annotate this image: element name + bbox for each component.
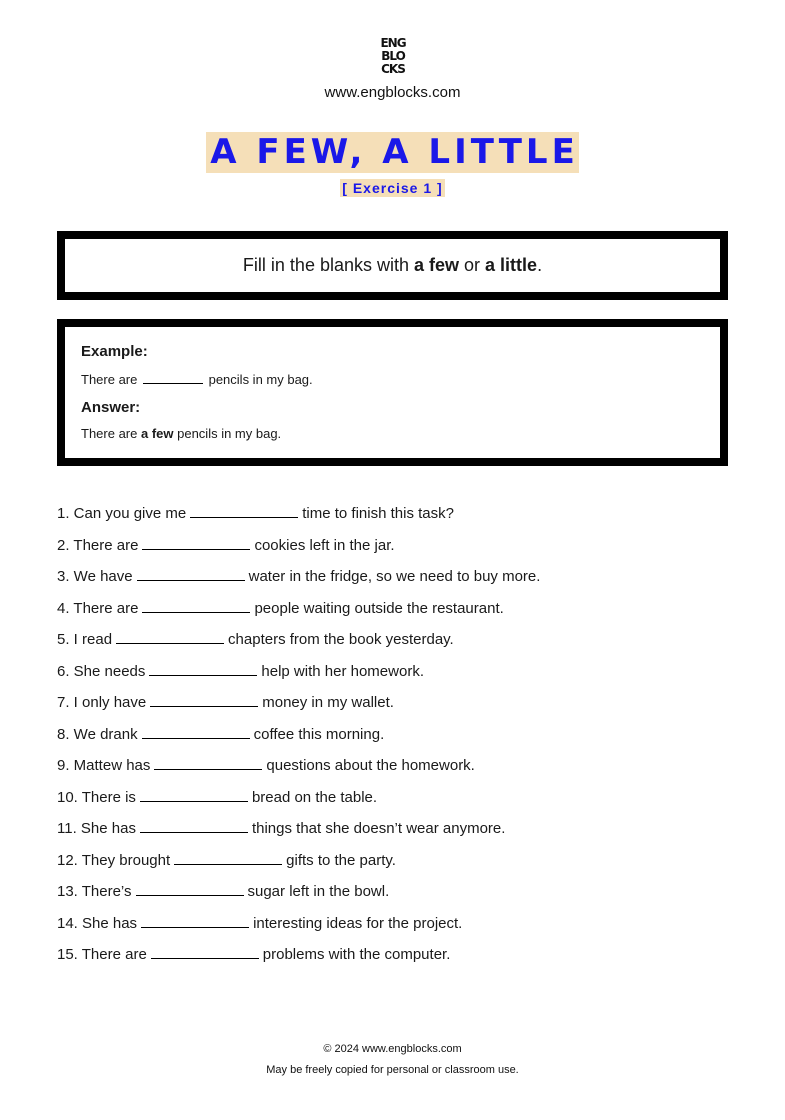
instruction-period: . (537, 255, 543, 275)
answer-blank[interactable] (142, 535, 250, 550)
answer-bold: a few (140, 426, 174, 441)
question-item: 1. Can you give me time to finish this task? (57, 505, 454, 522)
example-label: Example: (81, 343, 148, 360)
answer-blank[interactable] (142, 724, 250, 739)
question-list (57, 503, 757, 976)
question-item: 6. She needs help with her homework. (57, 662, 424, 680)
question-item: 4. There are people waiting outside the restaurant. (57, 599, 504, 617)
question-item: 3. We have water in the fridge, so we need to buy more. (57, 568, 541, 585)
instruction-box (57, 231, 728, 300)
footer-copyright: © 2024 www.engblocks.com (323, 1043, 462, 1055)
answer-label: Answer: (81, 399, 141, 416)
answer-blank[interactable] (149, 661, 257, 676)
instruction-text: Fill in the blanks with (242, 255, 414, 275)
answer-sentence (81, 426, 281, 441)
question-item: 7. I only have money in my wallet. (57, 694, 394, 711)
footer-license: May be freely copied for personal or classroom use. (266, 1064, 519, 1076)
example-box (57, 319, 728, 466)
answer-blank[interactable] (150, 692, 258, 707)
question-item: 2. There are cookies left in the jar. (57, 536, 395, 554)
answer-blank[interactable] (140, 787, 248, 802)
option-a-little: a little (485, 255, 538, 275)
question-item: 12. They brought gifts to the party. (57, 851, 396, 869)
example-after: pencils in my bag. (204, 372, 313, 387)
page-title: A FEW, A LITTLE (206, 132, 579, 173)
answer-blank[interactable] (141, 913, 249, 928)
answer-blank[interactable] (151, 944, 259, 959)
logo-line-3: CKS (381, 62, 405, 76)
engblocks-logo (376, 37, 410, 76)
logo-line-2: BLO (381, 49, 405, 63)
example-before: There are (81, 372, 141, 387)
answer-blank[interactable] (154, 755, 262, 770)
site-url: www.engblocks.com (324, 84, 461, 101)
question-item: 11. She has things that she doesn’t wear anymore. (57, 820, 506, 837)
answer-blank[interactable] (136, 881, 244, 896)
question-item: 14. She has interesting ideas for the project. (57, 914, 463, 932)
question-item: 10. There is bread on the table. (57, 788, 378, 806)
exercise-subtitle: [ Exercise 1 ] (342, 180, 443, 196)
answer-blank[interactable] (142, 598, 250, 613)
instruction-or: or (459, 255, 486, 275)
answer-blank[interactable] (190, 503, 298, 518)
example-sentence (81, 371, 313, 387)
answer-blank[interactable] (140, 818, 248, 833)
answer-blank[interactable] (174, 850, 282, 865)
example-blank (143, 371, 203, 384)
option-a-few: a few (414, 255, 460, 275)
question-item: 15. There are problems with the computer. (57, 946, 451, 963)
answer-blank[interactable] (116, 629, 224, 644)
question-item: 8. We drank coffee this morning. (57, 725, 385, 743)
answer-blank[interactable] (137, 566, 245, 581)
logo-line-1: ENG (380, 36, 406, 50)
answer-before: There are (81, 426, 141, 441)
question-item: 5. I read chapters from the book yesterday. (57, 631, 454, 648)
answer-after: pencils in my bag. (173, 426, 282, 441)
question-item: 13. There’s sugar left in the bowl. (57, 883, 390, 900)
question-item: 9. Mattew has questions about the homework. (57, 757, 475, 774)
